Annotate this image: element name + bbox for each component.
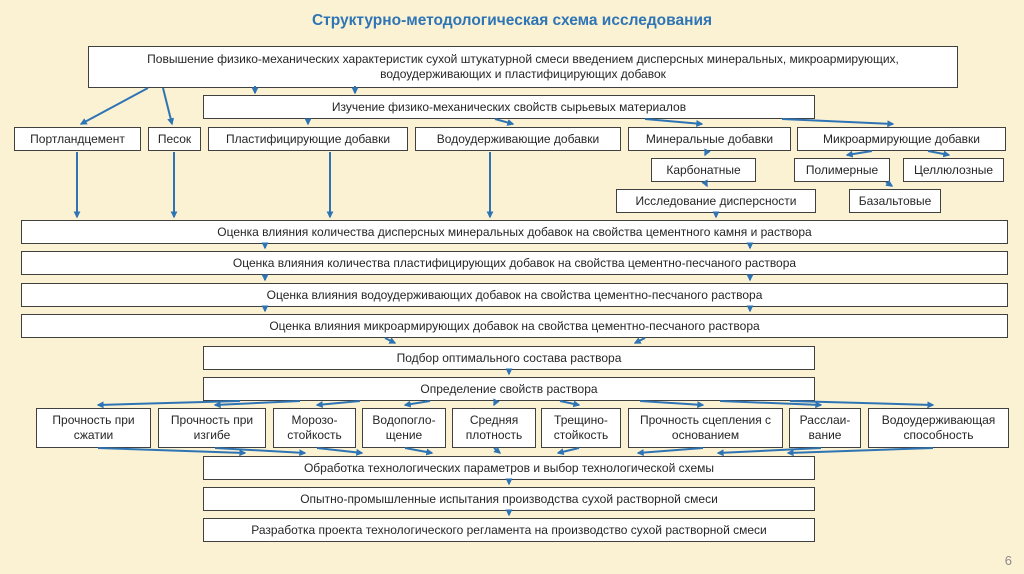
node-plasticizing-additives: Пластифицирующие добавки (208, 127, 408, 151)
node-water-retention-capacity: Водоудерживающая способность (868, 408, 1009, 448)
node-eval-plasticizing: Оценка влияния количества пластифицирующих добавок на свойства цементно-песчаного раствора (21, 251, 1008, 275)
node-polymer: Полимерные (794, 158, 890, 182)
node-optimal-composition: Подбор оптимального состава раствора (203, 346, 815, 370)
node-eval-water-retaining: Оценка влияния водоудерживающих добавок на свойства цементно-песчаного раствора (21, 283, 1008, 307)
node-mineral-additives: Минеральные добавки (628, 127, 791, 151)
node-adhesion-strength: Прочность сцепления с основанием (628, 408, 783, 448)
node-regulation-project: Разработка проекта технологического регламента на производство сухой растворной смеси (203, 518, 815, 542)
node-basalt: Базальтовые (849, 189, 941, 213)
node-compressive-strength: Прочность при сжатии (36, 408, 151, 448)
page-title: Структурно-методологическая схема исследования (311, 12, 713, 29)
page-number: 6 (1004, 553, 1012, 568)
node-frost-resistance: Морозо-стойкость (273, 408, 356, 448)
node-mortar-properties: Определение свойств раствора (203, 377, 815, 401)
node-carbonate: Карбонатные (651, 158, 756, 182)
node-average-density: Средняя плотность (452, 408, 536, 448)
node-study-raw-materials: Изучение физико-механических свойств сырьевых материалов (203, 95, 815, 119)
node-portland-cement: Портландцемент (14, 127, 141, 151)
node-delamination: Расслаи-вание (789, 408, 861, 448)
node-water-retaining-additives: Водоудерживающие добавки (415, 127, 621, 151)
node-microreinforcing-additives: Микроармирующие добавки (797, 127, 1006, 151)
node-dispersity-research: Исследование дисперсности (616, 189, 816, 213)
node-flexural-strength: Прочность при изгибе (158, 408, 266, 448)
node-process-parameters: Обработка технологических параметров и выбор технологической схемы (203, 456, 815, 480)
node-eval-microreinforcing: Оценка влияния микроармирующих добавок на свойства цементно-песчаного раствора (21, 314, 1008, 338)
node-main-goal: Повышение физико-механических характеристик сухой штукатурной смеси введением дисперсных минеральных, микроармирующих, водоудерживающих и пластифицирующих добавок (88, 46, 958, 88)
node-sand: Песок (148, 127, 201, 151)
node-water-absorption: Водопогло-щение (362, 408, 446, 448)
node-eval-mineral: Оценка влияния количества дисперсных минеральных добавок на свойства цементного камня и раствора (21, 220, 1008, 244)
node-crack-resistance: Трещино-стойкость (541, 408, 621, 448)
node-cellulose: Целлюлозные (903, 158, 1004, 182)
node-pilot-tests: Опытно-промышленные испытания производства сухой растворной смеси (203, 487, 815, 511)
